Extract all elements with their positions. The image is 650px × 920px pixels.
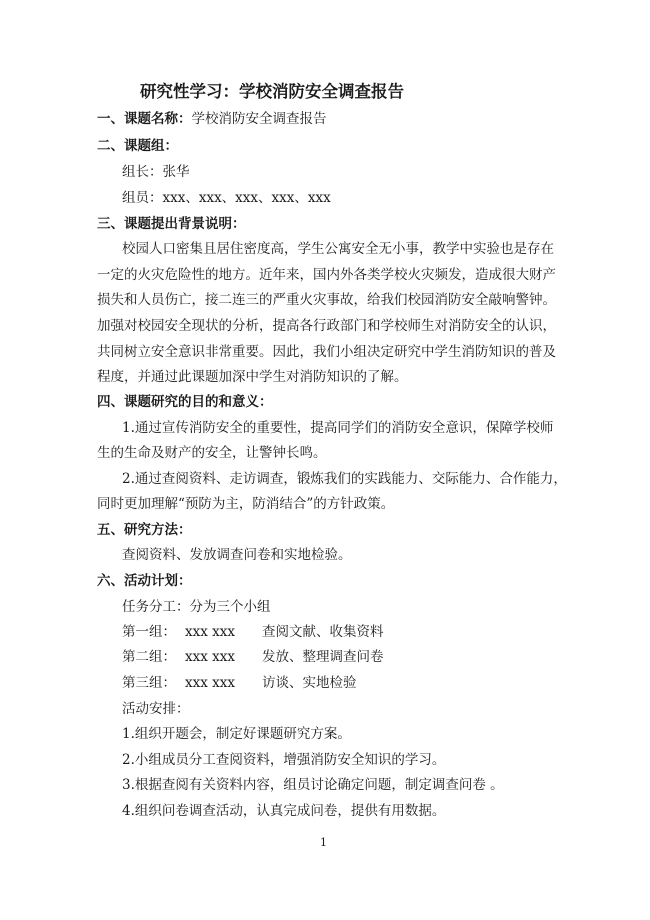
section-1-line (97, 110, 327, 128)
group-name: 第一组： (122, 624, 176, 640)
group-row (0, 648, 650, 666)
step-item: 1.组织开题会，制定好课题研究方案。 (122, 726, 351, 742)
background-line-2: 一定的火灾危险性的地方。近年来，国内外各类学校火灾频发，造成很大财产 (97, 267, 556, 283)
background-line-1: 校园人口密集且居住密度高，学生公寓安全无小事，教学中实验也是存在 (122, 241, 554, 257)
section-6-heading: 六、活动计划： (97, 573, 192, 589)
section-1-heading: 一、课题名称： (97, 111, 192, 127)
group-row-members: xxx xxx (185, 675, 235, 691)
group-task: 访谈、实地检验 (262, 675, 357, 691)
purpose-line-4: 同时更加理解“预防为主，防消结合”的方针政策。 (97, 496, 395, 512)
background-line-4: 加强对校园安全现状的分析，提高各行政部门和学校师生对消防安全的认识， (97, 318, 556, 334)
section-4-heading: 四、课题研究的目的和意义： (97, 394, 273, 410)
step-item: 4.组织问卷调查活动，认真完成问卷，提供有用数据。 (122, 803, 446, 819)
section-2-heading: 二、课题组： (97, 138, 178, 154)
background-line-5: 共同树立安全意识非常重要。因此，我们小组决定研究中学生消防知识的普及 (97, 344, 556, 360)
purpose-line-2: 生的生命及财产的安全，让警钟长鸣。 (97, 445, 327, 461)
step-item: 2.小组成员分工查阅资料，增强消防安全知识的学习。 (122, 752, 446, 768)
group-row-members: xxx xxx (185, 624, 235, 640)
background-line-6: 程度，并通过此课题加深中学生对消防知识的了解。 (97, 369, 408, 385)
background-line-3: 损失和人员伤亡，接二连三的严重火灾事故，给我们校园消防安全敲响警钟。 (97, 292, 556, 308)
arrangement-label: 活动安排： (122, 701, 190, 717)
group-task: 查阅文献、收集资料 (262, 624, 384, 640)
step-item: 3.根据查阅有关资料内容，组员讨论确定问题，制定调查问卷 。 (122, 777, 504, 793)
group-row-members: xxx xxx (185, 649, 235, 665)
document-title: 研究性学习：学校消防安全调查报告 (140, 82, 404, 101)
method-text: 查阅资料、发放调查问卷和实地检验。 (122, 547, 352, 563)
purpose-line-3: 2.通过查阅资料、走访调查，锻炼我们的实践能力、交际能力、合作能力， (122, 471, 567, 487)
page-number: 1 (320, 836, 327, 849)
purpose-line-1: 1.通过宣传消防安全的重要性，提高同学们的消防安全意识，保障学校师 (122, 420, 554, 436)
group-row (0, 623, 650, 641)
task-division: 任务分工：分为三个小组 (122, 599, 271, 615)
section-1-text: 学校消防安全调查报告 (191, 111, 327, 127)
group-leader: 组长：张华 (122, 164, 190, 180)
section-5-heading: 五、研究方法： (97, 522, 192, 538)
group-row (0, 674, 650, 692)
group-name: 第三组： (122, 675, 176, 691)
group-name: 第二组： (122, 649, 176, 665)
group-members: 组员：xxx、xxx、xxx、xxx、xxx (122, 190, 331, 206)
group-task: 发放、整理调查问卷 (262, 649, 384, 665)
section-3-heading: 三、课题提出背景说明： (97, 216, 246, 232)
